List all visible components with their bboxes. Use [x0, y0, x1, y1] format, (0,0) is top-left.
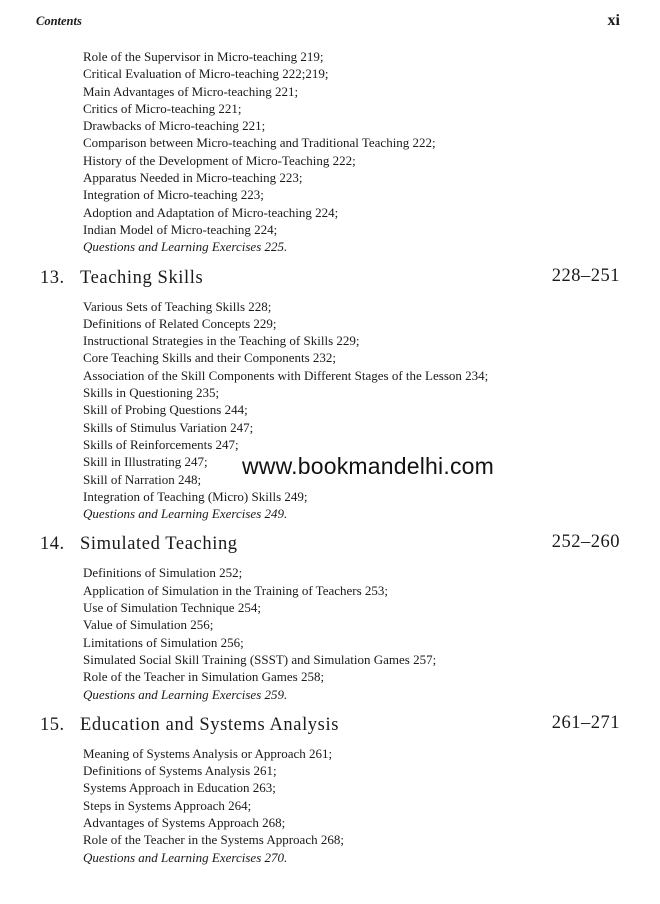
toc-entry: Various Sets of Teaching Skills 228;	[83, 298, 272, 314]
toc-entry: Advantages of Systems Approach 268;	[83, 814, 286, 830]
toc-entry: Comparison between Micro-teaching and Traditional Teaching 222;	[83, 135, 436, 151]
toc-entry: Integration of Teaching (Micro) Skills 249;	[83, 488, 308, 504]
toc-entry: Integration of Micro-teaching 223;	[83, 187, 264, 203]
chapter-14-entries	[0, 564, 660, 702]
chapter-number: 13.	[40, 267, 65, 288]
toc-entry: Simulated Social Skill Training (SSST) and Simulation Games 257;	[83, 651, 437, 667]
chapter-number: 14.	[40, 534, 65, 555]
toc-entry: Meaning of Systems Analysis or Approach 261;	[83, 745, 333, 761]
exercise-entry: Questions and Learning Exercises 259.	[83, 686, 288, 702]
toc-entry: Skills in Questioning 235;	[83, 385, 220, 401]
exercise-entry: Questions and Learning Exercises 225.	[83, 239, 288, 255]
toc-entry: Skill of Narration 248;	[83, 471, 202, 487]
chapter-title: Education and Systems Analysis	[80, 714, 339, 735]
chapter-pages: 228–251	[551, 265, 620, 286]
toc-entry: Main Advantages of Micro-teaching 221;	[83, 83, 299, 99]
chapter-number: 15.	[40, 714, 65, 735]
toc-entry: Role of the Teacher in the Systems Approach 268;	[83, 832, 344, 848]
chapter-title: Teaching Skills	[80, 267, 204, 288]
exercise-entry: Questions and Learning Exercises 249.	[83, 506, 288, 522]
toc-entry: Skills of Stimulus Variation 247;	[83, 419, 254, 435]
toc-entry: Skills of Reinforcements 247;	[83, 436, 239, 452]
toc-entry: Skill of Probing Questions 244;	[83, 402, 248, 418]
toc-entry: History of the Development of Micro-Teaching 222;	[83, 152, 356, 168]
toc-entry: Critics of Micro-teaching 221;	[83, 100, 242, 116]
toc-entry: Value of Simulation 256;	[83, 617, 214, 633]
toc-entry: Indian Model of Micro-teaching 224;	[83, 221, 278, 237]
chapter-heading-15	[0, 711, 660, 745]
website-watermark: www.bookmandelhi.com	[242, 453, 495, 479]
toc-entry: Steps in Systems Approach 264;	[83, 797, 252, 813]
toc-entry: Instructional Strategies in the Teaching of Skills 229;	[83, 333, 360, 349]
toc-entry: Adoption and Adaptation of Micro-teaching 224;	[83, 204, 339, 220]
toc-entry: Association of the Skill Components with Different Stages of the Lesson 234;	[83, 367, 489, 383]
toc-entry: Systems Approach in Education 263;	[83, 780, 276, 796]
toc-entry: Core Teaching Skills and their Components 232;	[83, 350, 337, 366]
intro-section	[0, 48, 660, 256]
exercise-entry: Questions and Learning Exercises 270.	[83, 849, 288, 865]
toc-entry: Limitations of Simulation 256;	[83, 634, 244, 650]
chapter-pages: 261–271	[551, 712, 620, 733]
chapter-title: Simulated Teaching	[80, 534, 238, 555]
toc-entry: Definitions of Simulation 252;	[83, 565, 243, 581]
running-title: Contents	[36, 14, 82, 28]
chapter-heading-13	[0, 264, 660, 298]
toc-entry: Use of Simulation Technique 254;	[83, 600, 261, 616]
toc-entry: Drawbacks of Micro-teaching 221;	[83, 118, 266, 134]
page-header	[36, 14, 620, 34]
toc-entry: Application of Simulation in the Training of Teachers 253;	[83, 582, 389, 598]
page-number: xi	[607, 12, 620, 29]
toc-entry: Definitions of Related Concepts 229;	[83, 315, 277, 331]
toc-entry: Role of the Supervisor in Micro-teaching 219;	[83, 49, 324, 64]
toc-entry: Skill in Illustrating 247;	[83, 454, 208, 470]
chapter-13-entries	[0, 298, 660, 523]
toc-entry: Role of the Teacher in Simulation Games 258;	[83, 669, 325, 685]
toc-entry: Definitions of Systems Analysis 261;	[83, 763, 277, 779]
chapter-pages: 252–260	[551, 532, 620, 553]
toc-entry: Apparatus Needed in Micro-teaching 223;	[83, 170, 303, 186]
chapter-15-entries	[0, 745, 660, 866]
chapter-heading-14	[0, 530, 660, 564]
toc-entry: Critical Evaluation of Micro-teaching 222;219;	[83, 66, 329, 82]
